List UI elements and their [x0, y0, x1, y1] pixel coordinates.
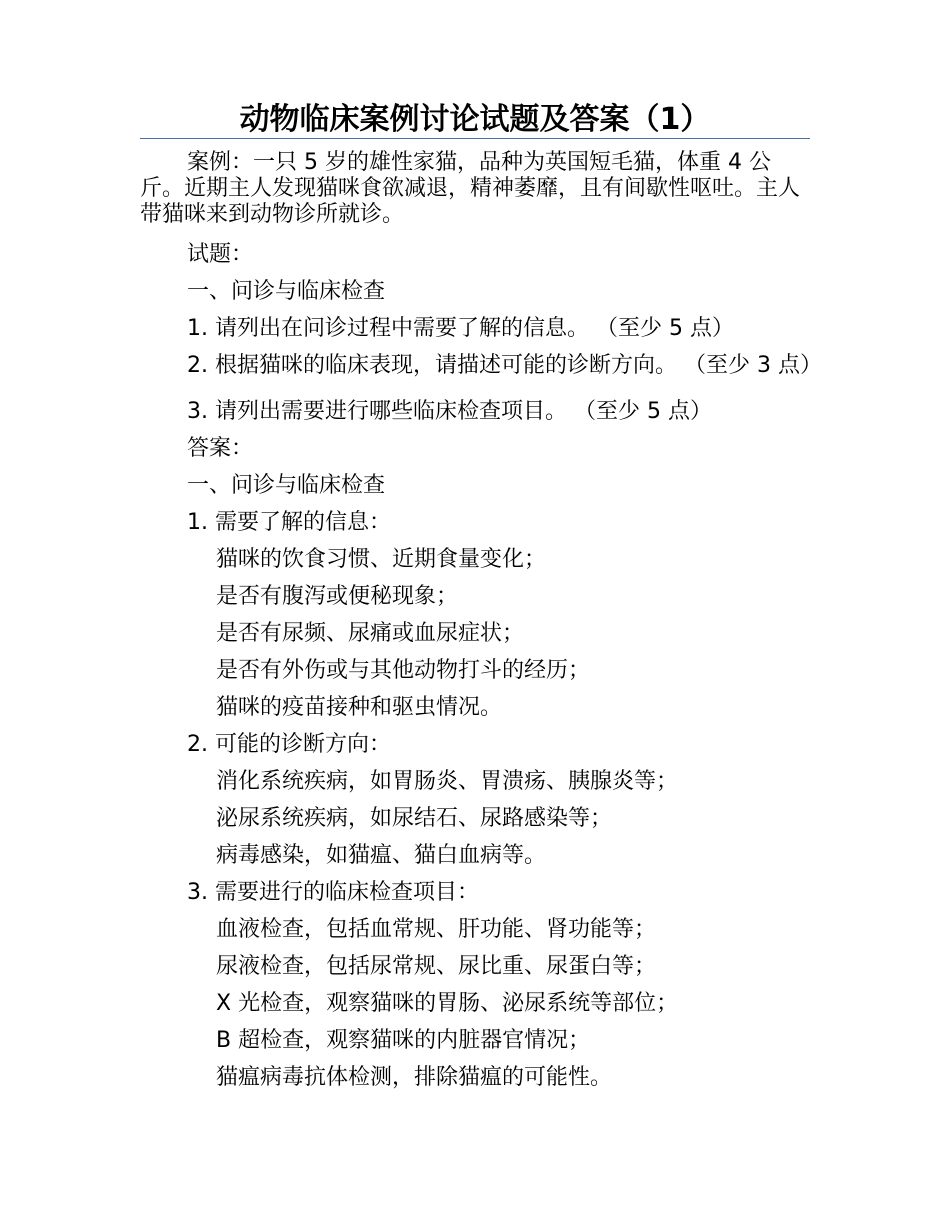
question-item: 2. 根据猫咪的临床表现，请描述可能的诊断方向。 （至少 3 点）	[187, 353, 822, 378]
list-item: 是否有外伤或与其他动物打斗的经历；	[216, 658, 591, 683]
list-item: 是否有腹泻或便秘现象；	[216, 584, 459, 609]
list-item: 血液检查，包括血常规、肝功能、肾功能等；	[216, 917, 657, 942]
page-title: 动物临床案例讨论试题及答案（1）	[239, 102, 711, 137]
section-heading: 一、问诊与临床检查	[187, 473, 386, 498]
questions-heading: 试题：	[187, 242, 254, 267]
list-item: B 超检查，观察猫咪的内脏器官情况；	[216, 1028, 591, 1053]
list-item: 泌尿系统疾病，如尿结石、尿路感染等；	[216, 806, 613, 831]
list-item: 猫瘟病毒抗体检测，排除猫瘟的可能性。	[216, 1065, 613, 1090]
list-item: 尿液检查，包括尿常规、尿比重、尿蛋白等；	[216, 954, 657, 979]
title-underline	[140, 138, 810, 139]
section-heading: 一、问诊与临床检查	[187, 279, 386, 304]
list-item: 是否有尿频、尿痛或血尿症状；	[216, 621, 525, 646]
list-item: X 光检查，观察猫咪的胃肠、泌尿系统等部位；	[216, 991, 679, 1016]
list-item: 病毒感染，如猫瘟、猫白血病等。	[216, 843, 547, 868]
case-paragraph: 案例：一只 5 岁的雄性家猫，品种为英国短毛猫，体重 4 公斤。近期主人发现猫咪食欲减退，精神萎靡，且有间歇性呕吐。主人带猫咪来到动物诊所就诊。	[140, 150, 801, 227]
answer-heading: 1. 需要了解的信息：	[187, 510, 391, 535]
document-body	[140, 236, 822, 1096]
question-item: 1. 请列出在问诊过程中需要了解的信息。 （至少 5 点）	[187, 316, 734, 341]
answers-heading: 答案：	[187, 436, 254, 461]
question-item: 3. 请列出需要进行哪些临床检查项目。 （至少 5 点）	[187, 399, 712, 424]
list-item: 消化系统疾病，如胃肠炎、胃溃疡、胰腺炎等；	[216, 769, 679, 794]
list-item: 猫咪的疫苗接种和驱虫情况。	[216, 695, 503, 720]
answer-heading: 2. 可能的诊断方向：	[187, 732, 391, 757]
list-item: 猫咪的饮食习惯、近期食量变化；	[216, 547, 547, 572]
answer-heading: 3. 需要进行的临床检查项目：	[187, 880, 479, 905]
